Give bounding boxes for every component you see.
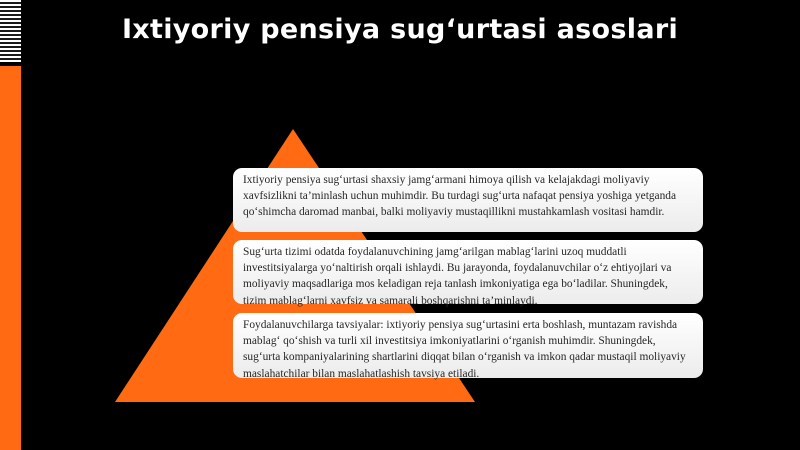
info-card-1 <box>233 168 703 232</box>
slide-title: Ixtiyoriy pensiya sug‘urtasi asoslari <box>121 14 679 45</box>
info-card-2 <box>233 240 703 307</box>
info-card-3 <box>233 313 703 378</box>
info-card-3-text: Foydalanuvchilarga tavsiyalar: ixtiyoriy pensiya sug‘urtasini erta boshlash, muntazam ravishda mablag‘ qo‘shish va turli xil investitsiya imkoniyatlarini o‘rganish muhimdir. Shuningdek, sug‘urta kompaniyalarining shartlarini diqqat bilan o‘rganish va imkon qadar mustaqil moliyaviy maslahatchilar bilan maslahatlashish tavsiya etiladi. <box>243 319 686 380</box>
info-card-1-text: Ixtiyoriy pensiya sug‘urtasi shaxsiy jamg‘armani himoya qilish va kelajakdagi moliyaviy xavfsizlikni ta’minlash uchun muhimdir. Bu turdagi sug‘urta nafaqat pensiya yoshiga yetganda qo‘shimcha daromad manbai, balki moliyaviy mustaqillikni mustahkamlash vositasi hamdir. <box>243 174 677 219</box>
info-card-2-text: Sug‘urta tizimi odatda foydalanuvchining jamg‘arilgan mablag‘larini uzoq muddatli investitsiyalarga yo‘naltirish orqali ishlaydi. Bu jarayonda, foydalanuvchilar o‘z ehtiyojlari va moliyaviy maqsadlariga mos keladigan reja tanlash imkoniyatiga ega bo‘ladilar. Shuningdek, tizim mablag‘larni xavfsiz va samarali boshqarishni ta’minlaydi. <box>243 246 672 307</box>
